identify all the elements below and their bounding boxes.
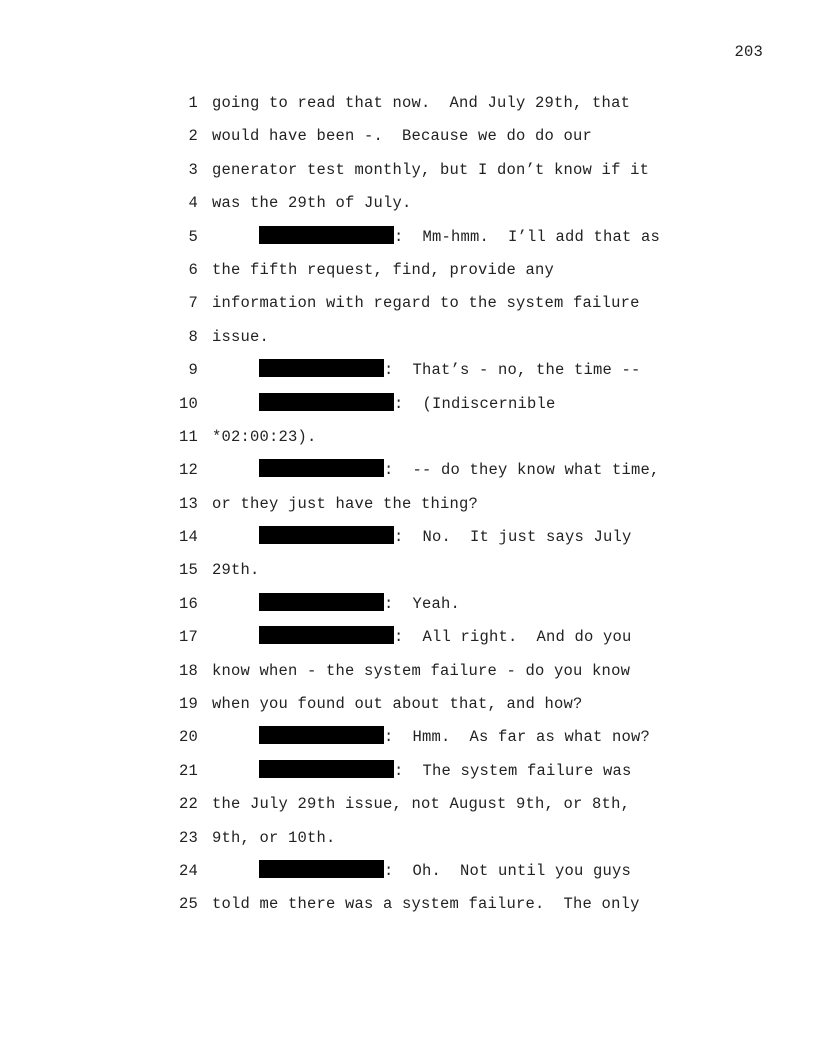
redacted-speaker-name: [259, 860, 384, 878]
line-number: 7: [188, 294, 198, 313]
transcript-line: [160, 120, 720, 153]
transcript-line: [160, 554, 720, 587]
line-text-container: [259, 454, 660, 487]
line-number: 17: [178, 628, 198, 647]
line-text-container: [259, 588, 460, 621]
transcript-line: [160, 354, 720, 387]
line-text: the fifth request, find, provide any: [212, 260, 555, 279]
line-text-container: [259, 855, 631, 888]
line-text: issue.: [212, 327, 270, 346]
line-text: : No. It just says July: [394, 528, 632, 547]
line-text: : The system failure was: [394, 761, 632, 780]
redacted-speaker-name: [259, 626, 394, 644]
line-number: 9: [188, 361, 198, 380]
line-number: 15: [178, 561, 198, 580]
redacted-speaker-name: [259, 359, 384, 377]
line-number: 8: [188, 327, 198, 346]
line-number: 13: [178, 494, 198, 513]
line-number: 16: [178, 594, 198, 613]
line-number: 24: [178, 861, 198, 880]
page-number: 203: [734, 43, 763, 61]
line-text: : All right. And do you: [394, 628, 632, 647]
line-text-container: [259, 621, 632, 654]
line-text: : Oh. Not until you guys: [384, 861, 632, 880]
line-number: 6: [188, 260, 198, 279]
transcript-body: [160, 87, 720, 922]
line-number: 19: [178, 695, 198, 714]
line-number: 25: [178, 895, 198, 914]
transcript-line: [160, 688, 720, 721]
line-text: would have been -. Because we do do our: [212, 127, 593, 146]
transcript-line: [160, 588, 720, 621]
line-number: 11: [178, 427, 198, 446]
redacted-speaker-name: [259, 526, 394, 544]
transcript-line: [160, 287, 720, 320]
transcript-line: [160, 388, 720, 421]
transcript-line: [160, 822, 720, 855]
line-text: 9th, or 10th.: [212, 828, 336, 847]
line-text: know when - the system failure - do you know: [212, 661, 631, 680]
redacted-speaker-name: [259, 726, 384, 744]
line-number: 14: [178, 528, 198, 547]
line-text: told me there was a system failure. The only: [212, 895, 640, 914]
redacted-speaker-name: [259, 459, 384, 477]
line-text-container: [259, 221, 660, 254]
line-text: was the 29th of July.: [212, 194, 412, 213]
transcript-line: [160, 488, 720, 521]
line-text: or they just have the thing?: [212, 494, 479, 513]
transcript-line: [160, 221, 720, 254]
transcript-line: [160, 621, 720, 654]
line-number: 10: [178, 394, 198, 413]
redacted-speaker-name: [259, 226, 394, 244]
line-number: 1: [188, 94, 198, 112]
line-text-container: [212, 421, 317, 454]
transcript-line: [160, 888, 720, 921]
transcript-line: [160, 454, 720, 487]
line-text-container: [212, 655, 630, 688]
line-text: : That’s - no, the time --: [384, 361, 641, 380]
line-text-container: [212, 688, 583, 721]
line-number: 12: [178, 461, 198, 480]
line-text: 29th.: [212, 561, 260, 580]
line-number: 20: [178, 728, 198, 747]
line-text: : Yeah.: [384, 594, 461, 613]
line-number: 4: [188, 194, 198, 213]
transcript-line: [160, 755, 720, 788]
line-text-container: [212, 554, 260, 587]
line-text-container: [212, 154, 649, 187]
line-text-container: [212, 822, 336, 855]
line-text: : -- do they know what time,: [384, 461, 660, 480]
line-text: going to read that now. And July 29th, that: [212, 94, 631, 112]
line-number: 5: [188, 227, 198, 246]
line-number: 21: [178, 761, 198, 780]
line-text-container: [212, 888, 640, 921]
line-text-container: [259, 388, 556, 421]
line-text-container: [212, 488, 478, 521]
transcript-line: [160, 154, 720, 187]
transcript-line: [160, 788, 720, 821]
transcript-line: [160, 855, 720, 888]
line-text-container: [212, 321, 269, 354]
line-number: 2: [188, 127, 198, 146]
line-text: : (Indiscernible: [394, 394, 556, 413]
line-text-container: [259, 354, 641, 387]
transcript-line: [160, 321, 720, 354]
line-number: 22: [178, 795, 198, 814]
line-text: information with regard to the system failure: [212, 294, 640, 313]
transcript-line: [160, 421, 720, 454]
line-text: the July 29th issue, not August 9th, or 8th,: [212, 795, 631, 814]
transcript-line: [160, 655, 720, 688]
transcript-line: [160, 721, 720, 754]
line-text-container: [212, 788, 630, 821]
line-text-container: [212, 87, 630, 120]
line-number: 3: [188, 160, 198, 179]
transcript-line: [160, 187, 720, 220]
line-text: generator test monthly, but I don’t know if it: [212, 160, 650, 179]
line-text-container: [259, 721, 650, 754]
line-text-container: [259, 521, 632, 554]
line-text: : Hmm. As far as what now?: [384, 728, 651, 747]
line-text: when you found out about that, and how?: [212, 695, 583, 714]
line-text-container: [212, 187, 412, 220]
line-text-container: [259, 755, 632, 788]
transcript-line: [160, 87, 720, 120]
redacted-speaker-name: [259, 760, 394, 778]
line-text-container: [212, 254, 554, 287]
line-number: 18: [178, 661, 198, 680]
line-number: 23: [178, 828, 198, 847]
line-text-container: [212, 120, 592, 153]
line-text-container: [212, 287, 640, 320]
line-text: : Mm-hmm. I’ll add that as: [394, 227, 661, 246]
transcript-line: [160, 254, 720, 287]
transcript-line: [160, 521, 720, 554]
redacted-speaker-name: [259, 593, 384, 611]
line-text: *02:00:23).: [212, 427, 317, 446]
redacted-speaker-name: [259, 393, 394, 411]
